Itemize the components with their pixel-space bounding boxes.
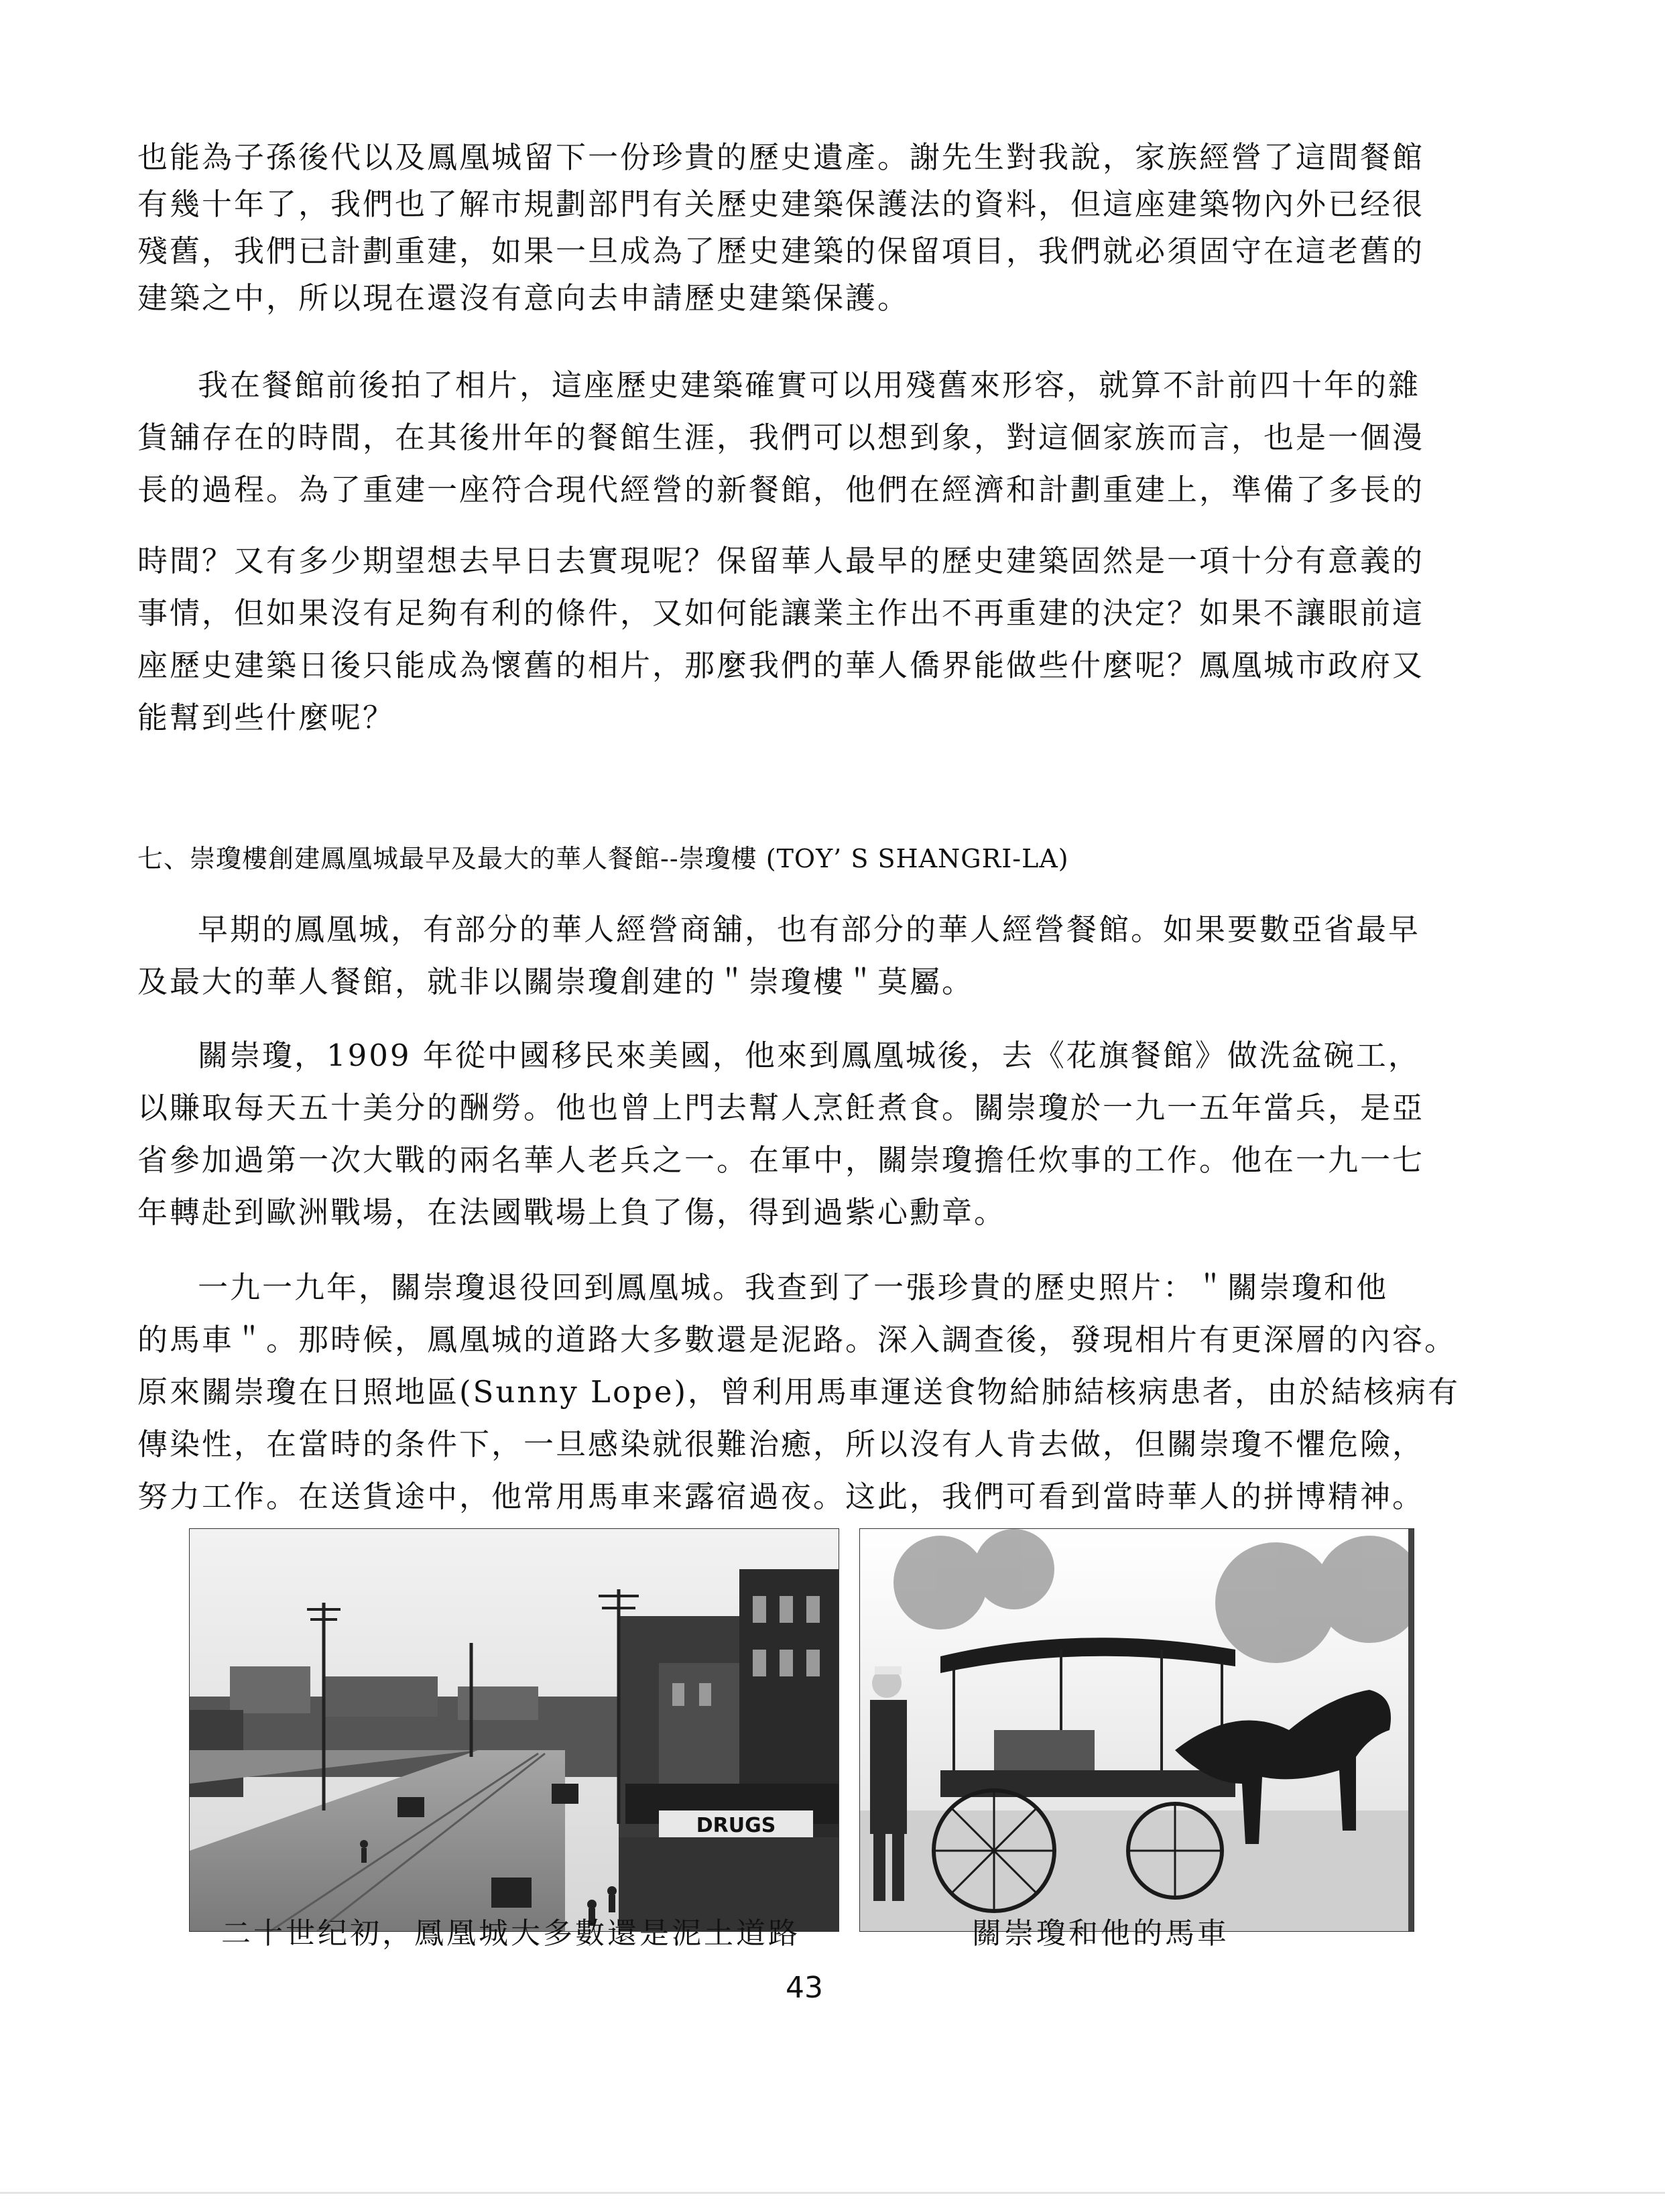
text-line: 努力工作。在送貨途中，他常用馬車来露宿過夜。这此，我們可看到當時華人的拼博精神。 bbox=[137, 1479, 1425, 1514]
text-line: 早期的鳳凰城，有部分的華人經營商舖，也有部分的華人經營餐館。如果要數亞省最早 bbox=[198, 912, 1421, 947]
wagon-photo-image bbox=[860, 1529, 1414, 1931]
text-line: 時間？又有多少期望想去早日去實現呢？保留華人最早的歷史建築固然是一項十分有意義的 bbox=[137, 543, 1425, 578]
paragraph-1 bbox=[137, 134, 1485, 322]
text-line: 的馬車＂。那時候，鳳凰城的道路大多數還是泥路。深入調查後，發現相片有更深層的內容。 bbox=[137, 1322, 1457, 1357]
paragraph-3 bbox=[137, 535, 1485, 744]
text-line: 以賺取每天五十美分的酬勞。他也曾上門去幫人烹飪煮食。關崇瓊於一九一五年當兵，是亞 bbox=[137, 1090, 1425, 1125]
text-line: 原來關崇瓊在日照地區(Sunny Lope)，曾利用馬車運送食物給肺結核病患者，由於結核病有 bbox=[137, 1374, 1461, 1410]
section-heading: 七、崇瓊樓創建鳳凰城最早及最大的華人餐館--崇瓊樓 (TOY’ S SHANGRI-LA) bbox=[137, 844, 1069, 873]
caption-wagon-photo: 關崇瓊和他的馬車 bbox=[972, 1916, 1229, 1951]
paragraph-6 bbox=[137, 1262, 1485, 1523]
text-line: 能幫到些什麼呢？ bbox=[137, 700, 395, 735]
caption-street-photo: 二十世纪初，鳳凰城大多數還是泥土道路 bbox=[221, 1916, 800, 1951]
text-line: 座歷史建築日後只能成為懷舊的相片，那麼我們的華人僑界能做些什麼呢？鳳凰城市政府又 bbox=[137, 648, 1425, 683]
text-line: 年轉赴到歐洲戰場，在法國戰場上負了傷，得到過紫心勳章。 bbox=[137, 1194, 1007, 1230]
drugs-sign: DRUGS bbox=[696, 1814, 776, 1837]
text-line: 殘舊，我們已計劃重建，如果一旦成為了歷史建築的保留項目，我們就必須固守在這老舊的 bbox=[137, 233, 1425, 269]
text-line: 也能為子孫後代以及鳳凰城留下一份珍貴的歷史遺產。謝先生對我說，家族經營了這間餐館 bbox=[137, 139, 1425, 175]
text-line: 建築之中，所以現在還沒有意向去申請歷史建築保護。 bbox=[137, 280, 910, 316]
text-line: 長的過程。為了重建一座符合現代經營的新餐館，他們在經濟和計劃重建上，準備了多長的 bbox=[137, 472, 1425, 507]
paragraph-4 bbox=[137, 904, 1485, 1008]
page-bottom-edge bbox=[0, 2192, 1665, 2194]
page-number: 43 bbox=[786, 1971, 823, 2005]
text-line: 我在餐館前後拍了相片，這座歷史建築確實可以用殘舊來形容，就算不計前四十年的雜 bbox=[198, 367, 1421, 403]
text-line: 傳染性，在當時的条件下，一旦感染就很難治癒，所以沒有人肯去做，但關崇瓊不懼危險， bbox=[137, 1426, 1425, 1462]
text-line: 一九一九年，關崇瓊退役回到鳳凰城。我查到了一張珍貴的歷史照片：＂關崇瓊和他 bbox=[198, 1270, 1389, 1305]
text-line: 貨舖存在的時間，在其後卅年的餐館生涯，我們可以想到象，對這個家族而言，也是一個漫 bbox=[137, 420, 1425, 455]
text-line: 關崇瓊，1909 年從中國移民來美國，他來到鳳凰城後，去《花旗餐館》做洗盆碗工， bbox=[198, 1038, 1420, 1073]
text-line: 及最大的華人餐館，就非以關崇瓊創建的＂崇瓊樓＂莫屬。 bbox=[137, 964, 975, 999]
wagon-photo bbox=[859, 1528, 1414, 1932]
paragraph-2 bbox=[137, 359, 1485, 516]
street-photo-image bbox=[190, 1529, 839, 1931]
street-photo bbox=[189, 1528, 839, 1932]
text-line: 事情，但如果沒有足夠有利的條件，又如何能讓業主作出不再重建的決定？如果不讓眼前這 bbox=[137, 595, 1425, 631]
paragraph-5 bbox=[137, 1030, 1485, 1239]
text-line: 有幾十年了，我們也了解市規劃部門有关歷史建築保護法的資料，但這座建築物內外已经很 bbox=[137, 186, 1425, 222]
text-line: 省參加過第一次大戰的兩名華人老兵之一。在軍中，關崇瓊擔任炊事的工作。他在一九一七 bbox=[137, 1142, 1425, 1178]
